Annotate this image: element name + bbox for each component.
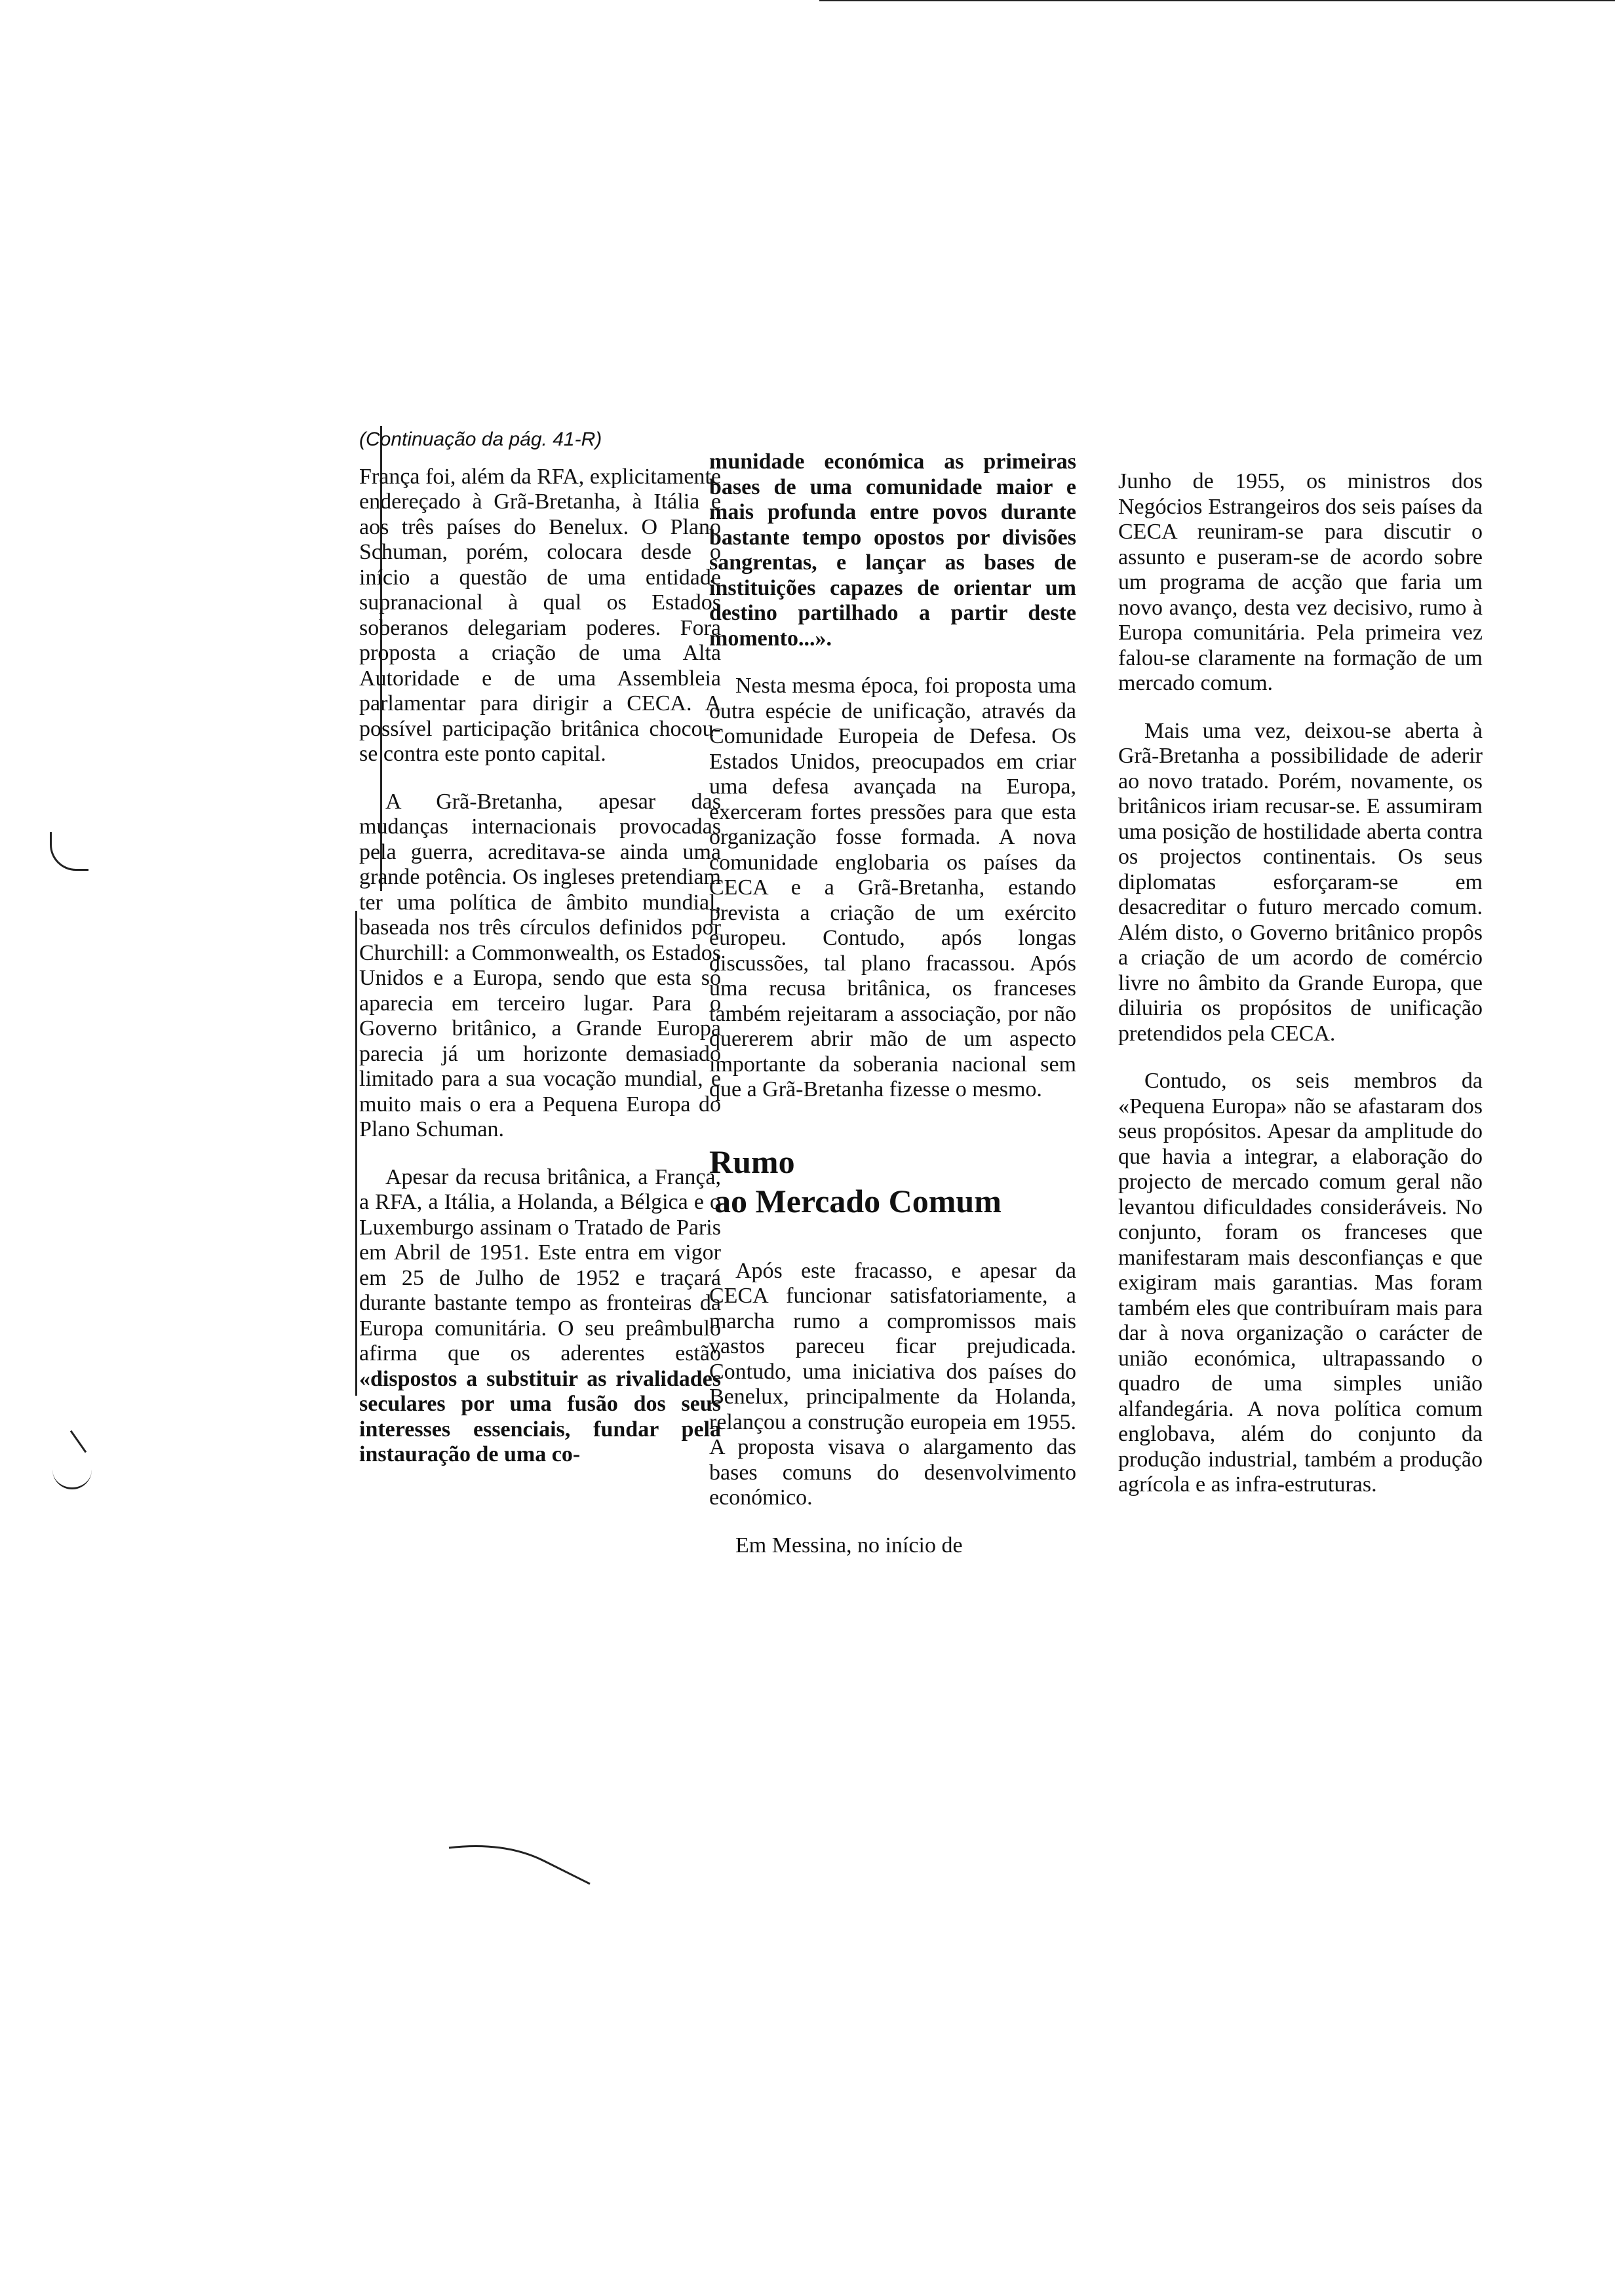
column-3: [1118, 469, 1483, 1498]
column-2: [709, 450, 1076, 1558]
paragraph: Junho de 1955, os ministros dos Negócios Estrangeiros dos seis países da CECA reuniram-se para discutir o assunto e puseram-se de acordo sobre um programa de acção que faria um novo avanço, desta vez decisivo, rumo à Europa comunitária. Pela primeira vez falou-se claramente na formação de um mercado comum.: [1118, 469, 1483, 695]
column-1: [359, 427, 721, 1468]
paragraph: [709, 450, 1076, 651]
paragraph: Após este fracasso, e apesar da CECA funcionar satisfatoriamente, a marcha rumo a compromissos mais vastos pareceu ficar prejudicada. Contudo, uma iniciativa dos países do Benelux, principalmente da Holanda, relançou a construção europeia em 1955. A proposta visava o alargamento das bases comuns do desenvolvimento económico.: [709, 1258, 1076, 1510]
section-heading-line: ao Mercado Comum: [714, 1182, 1002, 1219]
paragraph: A Grã-Bretanha, apesar das mudanças internacionais provocadas pela guerra, acreditava-se ainda uma grande potência. Os ingleses pretendiam ter uma política de âmbito mundial, baseada nos três círculos definidos por Churchill: a Commonwealth, os Estados Unidos e a Europa, sendo que esta só aparecia em terceiro lugar. Para o Governo britânico, a Grande Europa parecia já um horizonte demasiado limitado para a sua vocação mundial, e muito mais o era a Pequena Europa do Plano Schuman.: [359, 789, 721, 1141]
paragraph: Em Messina, no início de: [735, 1533, 963, 1558]
paragraph-text: Apesar da recusa britânica, a França, a RFA, a Itália, a Holanda, a Bélgica e o Luxemburgo assinam o Tratado de Paris em Abril de 1951. Este entra em vigor em 25 de Julho de 1952 e traçará durante bastante tempo as fronteiras da Europa comunitária. O seu preâmbulo afirma que os aderentes estão: [359, 1164, 721, 1366]
paragraph: França foi, além da RFA, explicitamente endereçado à Grã-Bretanha, à Itália e aos três países do Benelux. O Plano Schuman, porém, colocara desde o início a questão de uma entidade supranacional à qual os Estados soberanos delegariam poderes. Fora proposta a criação de uma Alta Autoridade e de uma Assembleia parlamentar para dirigir a CECA. A possível participação britânica chocou-se contra este ponto capital.: [359, 464, 721, 766]
margin-tick-mark: [70, 1430, 87, 1453]
paragraph: Nesta mesma época, foi proposta uma outra espécie de unificação, através da Comunidade Europeia de Defesa. Os Estados Unidos, preocupados em criar uma defesa avançada na Europa, exerceram fortes pressões para que esta organização fosse formada. A nova comunidade englobaria os países da CECA e a Grã-Bretanha, estando prevista a criação de um exército europeu. Contudo, após longas discussões, tal plano fracassou. Após uma recusa britânica, os franceses também rejeitaram a associação, por não quererem abrir mão de um aspecto importante da soberania nacional sem que a Grã-Bretanha fizesse o mesmo.: [709, 674, 1076, 1101]
section-heading-line: Rumo: [709, 1143, 795, 1180]
margin-bracket-mark: [50, 832, 88, 871]
column-margin-line: [355, 911, 357, 1396]
pen-stroke-mark: [446, 1835, 596, 1887]
margin-bracket-mark: [52, 1455, 92, 1489]
top-scan-line: [819, 0, 1615, 1]
section-heading: [709, 1142, 1076, 1221]
paragraph: [359, 1165, 721, 1468]
continuation-note: (Continuação da pág. 41-R): [359, 429, 602, 450]
preamble-quote: «dispostos a substituir as rivalidades seculares por uma fusão dos seus interesses essenciais, fundar pela instauração de uma co-: [359, 1366, 721, 1466]
paragraph: Contudo, os seis membros da «Pequena Europa» não se afastaram dos seus propósitos. Apesar da amplitude do que havia a integrar, a elaboração do projecto de mercado comum geral não levantou dificuldades consideráveis. No conjunto, foram os franceses que manifestaram mais desconfianças e que exigiram mais garantias. Mas foram também eles que contribuíram mais para dar à nova organização o carácter de união económica, ultrapassando o quadro de uma simples união alfandegária. A nova política comum englobava, além do conjunto da produção industrial, também a produção agrícola e as infra-estruturas.: [1118, 1069, 1483, 1497]
preamble-quote-continued: munidade económica as primeiras bases de uma comunidade maior e mais profunda entre povos durante bastante tempo opostos por divisões sangrentas, e lançar as bases de instituições capazes de orientar um destino partilhado a partir deste momento...».: [709, 450, 1076, 651]
paragraph: Mais uma vez, deixou-se aberta à Grã-Bretanha a possibilidade de aderir ao novo tratado. Porém, novamente, os britânicos iriam recusar-se. E assumiram uma posição de hostilidade aberta contra os projectos continentais. Os seus diplomatas esforçaram-se em desacreditar o futuro mercado comum. Além disto, o Governo britânico propôs a criação de um acordo de comércio livre no âmbito da Grande Europa, que diluiria os propósitos de unificação pretendidos pela CECA.: [1118, 718, 1483, 1046]
